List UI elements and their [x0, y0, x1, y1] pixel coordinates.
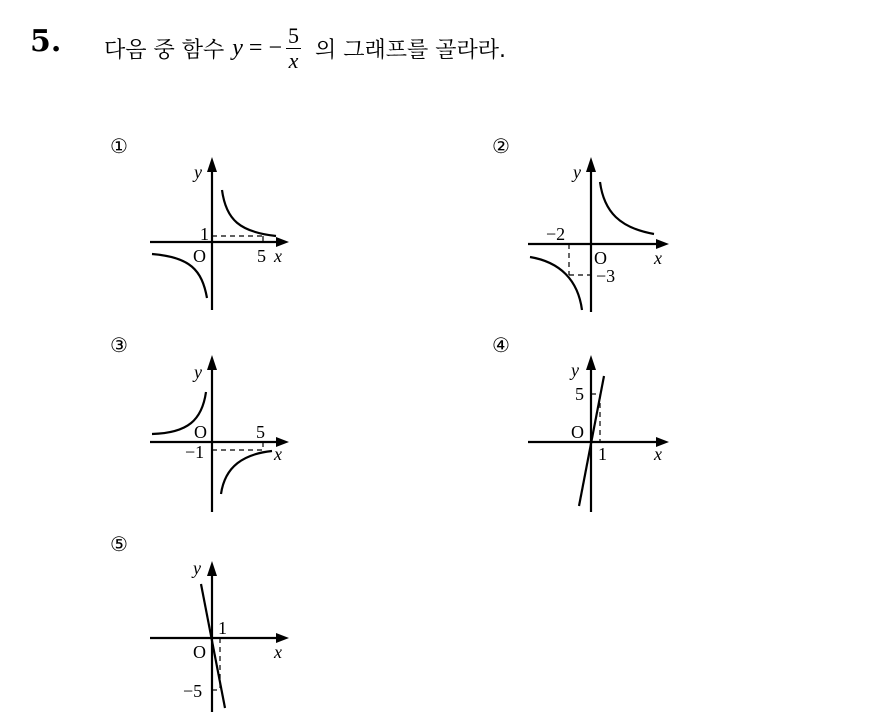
equals-sign: = — [248, 34, 263, 61]
graph-4-y-axis-label: y — [571, 360, 579, 380]
choice-4-label: ④ — [492, 333, 510, 357]
graph-5-x-axis-label: x — [274, 642, 282, 662]
graph-5-x-tick: 1 — [218, 618, 227, 638]
graph-3-x-tick: 5 — [256, 422, 265, 442]
graph-4-origin: O — [571, 422, 584, 442]
function-y: y — [232, 34, 243, 61]
graph-3-origin: O — [194, 422, 207, 442]
graph-3-y-tick: −1 — [185, 442, 205, 462]
graph-1-origin: O — [193, 246, 206, 266]
graph-1-x-axis-label: x — [274, 246, 282, 266]
question-suffix: 의 그래프를 골라라. — [315, 37, 506, 63]
graph-4-x-axis-label: x — [654, 444, 662, 464]
choice-2-label: ② — [492, 134, 510, 158]
graph-2-x-tick: −2 — [546, 224, 566, 244]
question-number: 5. — [30, 24, 62, 59]
graph-3-y-axis-label: y — [194, 362, 202, 382]
graph-2-y-axis-label: y — [573, 162, 581, 182]
graph-5-y-tick: −5 — [183, 681, 203, 701]
minus-sign: − — [268, 34, 282, 61]
fraction-numerator: 5 — [288, 22, 299, 48]
graph-5-origin: O — [193, 642, 206, 662]
graph-3-x-axis-label: x — [274, 444, 282, 464]
graph-4-x-tick: 1 — [598, 444, 607, 464]
graph-2-y-tick: −3 — [596, 266, 616, 286]
choice-1-label: ① — [110, 134, 128, 158]
fraction-denominator: x — [288, 47, 299, 73]
question-prefix: 다음 중 함수 — [104, 37, 225, 63]
graph-2-origin: O — [594, 248, 607, 268]
graph-4-y-tick: 5 — [575, 384, 584, 404]
choice-5-label: ⑤ — [110, 532, 128, 556]
graph-5-y-axis-label: y — [193, 558, 201, 578]
graph-1-y-axis-label: y — [194, 162, 202, 182]
graph-2-x-axis-label: x — [654, 248, 662, 268]
graph-1-x-tick: 5 — [257, 246, 266, 266]
graph-1-y-tick: 1 — [200, 224, 209, 244]
choice-3-label: ③ — [110, 333, 128, 357]
